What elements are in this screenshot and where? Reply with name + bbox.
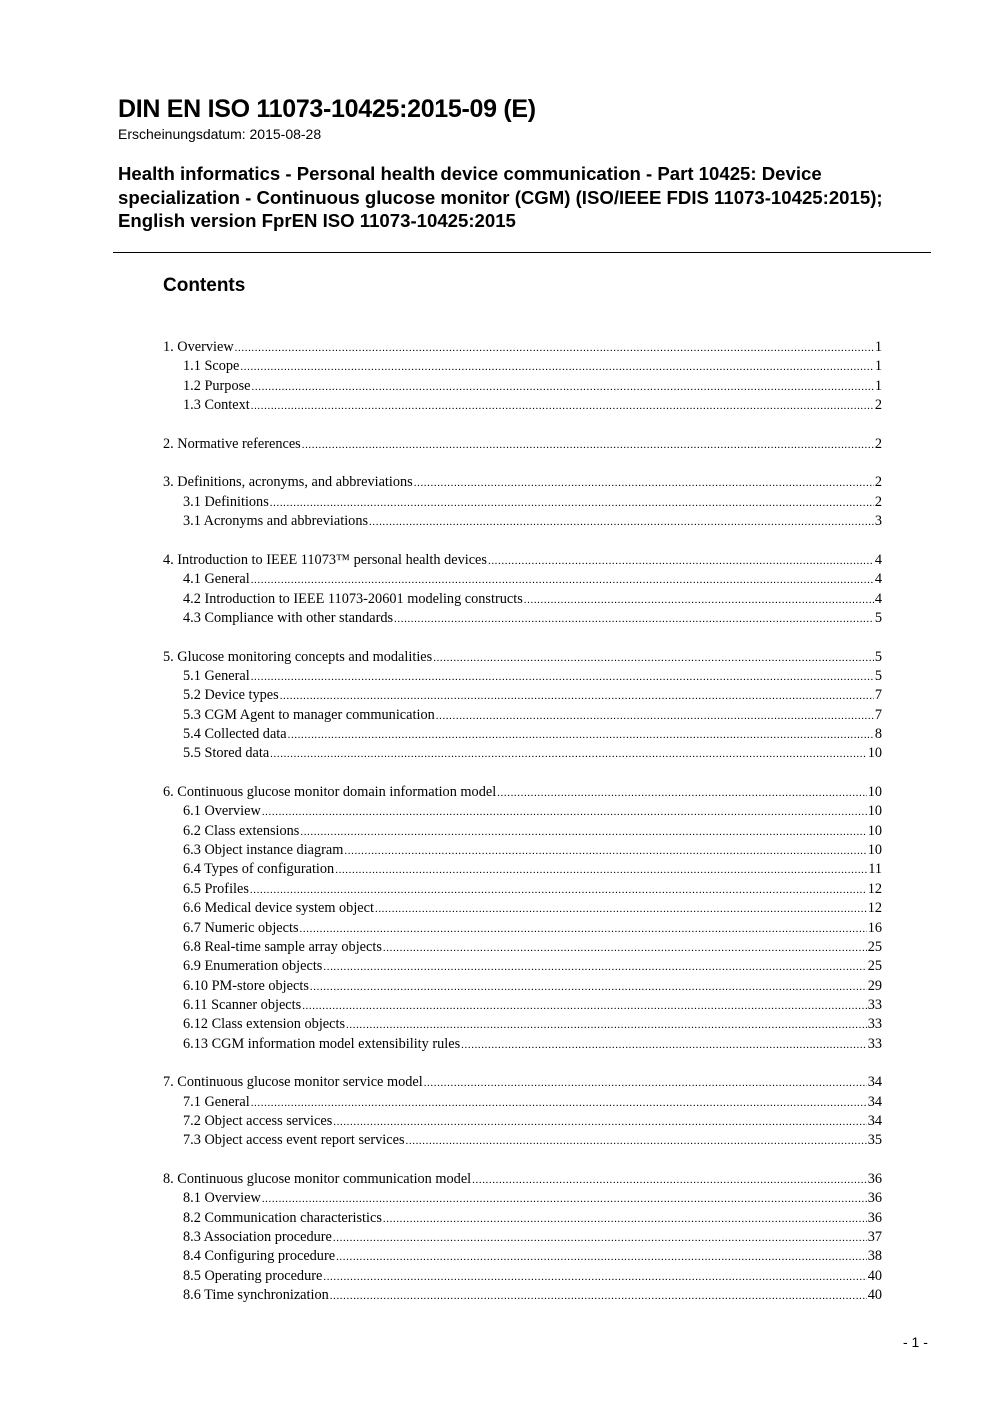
toc-dot-leader: [302, 997, 867, 1016]
toc-entry-page: 3: [874, 513, 882, 529]
toc-dot-leader: [270, 494, 874, 513]
toc-dot-leader: [330, 1287, 867, 1306]
toc-entry-label: 5.1 General: [183, 668, 250, 684]
toc-entry-label: 6.8 Real-time sample array objects: [183, 939, 382, 955]
toc-entry-label: 6.13 CGM information model extensibility rules: [183, 1036, 461, 1052]
toc-entry-label: 1.2 Purpose: [183, 378, 251, 394]
toc-entry[interactable]: [183, 1267, 882, 1286]
toc-entry[interactable]: [183, 860, 882, 879]
toc-entry-label: 6.4 Types of configuration: [183, 861, 335, 877]
toc-entry[interactable]: [183, 1093, 882, 1112]
toc-entry-label: 6. Continuous glucose monitor domain information model: [163, 784, 497, 800]
toc-entry-page: 25: [867, 939, 882, 955]
toc-entry-label: 4. Introduction to IEEE 11073™ personal health devices: [163, 552, 487, 568]
toc-entry-page: 2: [874, 494, 882, 510]
toc-entry-page: 34: [867, 1113, 882, 1129]
toc-entry[interactable]: [183, 996, 882, 1015]
toc-dot-leader: [288, 726, 874, 745]
toc-entry-page: 5: [874, 668, 882, 684]
toc-dot-leader: [433, 649, 874, 668]
toc-entry[interactable]: [183, 899, 882, 918]
toc-entry-label: 8. Continuous glucose monitor communication model: [163, 1171, 472, 1187]
toc-entry-page: 10: [867, 745, 882, 761]
toc-entry-label: 4.1 General: [183, 571, 250, 587]
document-number: DIN EN ISO 11073-10425:2015-09 (E): [118, 95, 536, 123]
toc-entry-label: 3.1 Acronyms and abbreviations: [183, 513, 369, 529]
toc-entry-label: 1.1 Scope: [183, 358, 240, 374]
toc-entry-page: 37: [867, 1229, 882, 1245]
toc-entry[interactable]: [183, 570, 882, 589]
toc-dot-leader: [251, 397, 874, 416]
toc-entry[interactable]: [163, 473, 882, 492]
toc-entry[interactable]: [183, 1112, 882, 1131]
toc-dot-leader: [369, 513, 874, 532]
toc-entry-page: 4: [874, 552, 882, 568]
toc-dot-leader: [344, 842, 866, 861]
toc-entry[interactable]: [183, 1209, 882, 1228]
toc-entry[interactable]: [163, 648, 882, 667]
toc-entry-label: 6.10 PM-store objects: [183, 978, 309, 994]
toc-entry-page: 10: [867, 842, 882, 858]
toc-entry[interactable]: [163, 338, 882, 357]
toc-dot-leader: [323, 1268, 866, 1287]
toc-dot-leader: [270, 745, 867, 764]
toc-dot-leader: [310, 978, 867, 997]
toc-entry[interactable]: [183, 822, 882, 841]
toc-entry[interactable]: [183, 841, 882, 860]
toc-entry-page: 1: [874, 378, 882, 394]
toc-dot-leader: [414, 474, 874, 493]
document-title: Health informatics - Personal health device communication - Part 10425: Device specialization - Continuous glucose monitor (CGM) (ISO/IEEE FDIS 11073-10425:2015); English version FprEN ISO 11073-10425:2015: [118, 163, 883, 231]
toc-dot-leader: [300, 920, 867, 939]
toc-entry[interactable]: [183, 377, 882, 396]
toc-dot-leader: [406, 1132, 867, 1151]
toc-entry-label: 6.11 Scanner objects: [183, 997, 302, 1013]
toc-dot-leader: [383, 939, 867, 958]
toc-entry-page: 38: [867, 1248, 882, 1264]
toc-entry-label: 7.2 Object access services: [183, 1113, 333, 1129]
toc-entry-page: 33: [867, 1036, 882, 1052]
toc-entry-page: 40: [867, 1268, 882, 1284]
toc-dot-leader: [251, 1094, 867, 1113]
toc-entry[interactable]: [163, 551, 882, 570]
toc-dot-leader: [300, 823, 866, 842]
toc-entry-label: 2. Normative references: [163, 436, 301, 452]
toc-entry-page: 8: [874, 726, 882, 742]
toc-entry-label: 7. Continuous glucose monitor service model: [163, 1074, 423, 1090]
toc-entry-page: 7: [874, 687, 882, 703]
toc-entry-page: 5: [874, 649, 882, 665]
toc-dot-leader: [383, 1210, 867, 1229]
toc-entry-page: 16: [867, 920, 882, 936]
toc-entry-label: 4.2 Introduction to IEEE 11073-20601 modeling constructs: [183, 591, 523, 607]
toc-entry[interactable]: [183, 357, 882, 376]
toc-entry-label: 6.3 Object instance diagram: [183, 842, 344, 858]
toc-dot-leader: [394, 610, 874, 629]
toc-entry-label: 6.2 Class extensions: [183, 823, 300, 839]
toc-entry-label: 8.6 Time synchronization: [183, 1287, 329, 1303]
toc-entry[interactable]: [183, 1228, 882, 1247]
toc-entry[interactable]: [183, 686, 882, 705]
toc-entry[interactable]: [183, 957, 882, 976]
toc-dot-leader: [323, 958, 866, 977]
toc-dot-leader: [251, 571, 874, 590]
toc-dot-leader: [252, 378, 874, 397]
page-number: - 1 -: [903, 1334, 928, 1350]
toc-entry-page: 4: [874, 571, 882, 587]
toc-entry[interactable]: [183, 1189, 882, 1208]
toc-entry-page: 1: [874, 339, 882, 355]
toc-entry-label: 5.2 Device types: [183, 687, 279, 703]
toc-entry[interactable]: [183, 493, 882, 512]
toc-entry-page: 2: [874, 436, 882, 452]
toc-entry-page: 40: [867, 1287, 882, 1303]
toc-entry-page: 12: [867, 881, 882, 897]
toc-entry-page: 10: [867, 803, 882, 819]
toc-entry-label: 6.1 Overview: [183, 803, 261, 819]
toc-entry[interactable]: [183, 938, 882, 957]
toc-entry-page: 12: [867, 900, 882, 916]
toc-entry-label: 6.7 Numeric objects: [183, 920, 299, 936]
toc-dot-leader: [335, 861, 867, 880]
toc-entry-label: 8.1 Overview: [183, 1190, 261, 1206]
toc-entry-label: 4.3 Compliance with other standards: [183, 610, 394, 626]
toc-entry-page: 36: [867, 1171, 882, 1187]
toc-entry-label: 5. Glucose monitoring concepts and modalities: [163, 649, 433, 665]
toc-entry[interactable]: [183, 1247, 882, 1266]
toc-dot-leader: [333, 1113, 866, 1132]
toc-dot-leader: [424, 1074, 867, 1093]
toc-dot-leader: [262, 1190, 867, 1209]
toc-entry-label: 1.3 Context: [183, 397, 250, 413]
toc-entry-page: 1: [874, 358, 882, 374]
toc-dot-leader: [524, 591, 874, 610]
toc-entry[interactable]: [183, 1286, 882, 1305]
toc-entry-page: 29: [867, 978, 882, 994]
toc-entry-page: 34: [867, 1094, 882, 1110]
toc-dot-leader: [346, 1016, 867, 1035]
toc-entry-label: 6.6 Medical device system object: [183, 900, 374, 916]
toc-entry-label: 3.1 Definitions: [183, 494, 269, 510]
toc-dot-leader: [336, 1248, 867, 1267]
toc-entry[interactable]: [163, 435, 882, 454]
toc-entry[interactable]: [163, 1170, 882, 1189]
toc-entry-label: 8.5 Operating procedure: [183, 1268, 323, 1284]
toc-entry[interactable]: [163, 1073, 882, 1092]
toc-entry-label: 7.3 Object access event report services: [183, 1132, 405, 1148]
toc-entry[interactable]: [183, 512, 882, 531]
toc-entry-label: 5.5 Stored data: [183, 745, 270, 761]
toc-entry-label: 3. Definitions, acronyms, and abbreviations: [163, 474, 413, 490]
toc-dot-leader: [302, 436, 874, 455]
toc-entry-label: 6.12 Class extension objects: [183, 1016, 346, 1032]
toc-entry-page: 36: [867, 1210, 882, 1226]
toc-dot-leader: [251, 668, 874, 687]
toc-dot-leader: [240, 358, 873, 377]
toc-entry-page: 2: [874, 397, 882, 413]
toc-entry[interactable]: [163, 783, 882, 802]
toc-entry-label: 6.9 Enumeration objects: [183, 958, 323, 974]
toc-dot-leader: [235, 339, 874, 358]
toc-dot-leader: [461, 1036, 867, 1055]
toc-dot-leader: [280, 687, 874, 706]
toc-entry-page: 33: [867, 1016, 882, 1032]
toc-entry-label: 5.3 CGM Agent to manager communication: [183, 707, 435, 723]
toc-entry-page: 36: [867, 1190, 882, 1206]
toc-entry-label: 8.2 Communication characteristics: [183, 1210, 382, 1226]
toc-entry[interactable]: [183, 1035, 882, 1054]
toc-entry-label: 5.4 Collected data: [183, 726, 287, 742]
publication-date: Erscheinungsdatum: 2015-08-28: [118, 126, 322, 142]
toc-entry-page: 7: [874, 707, 882, 723]
toc-dot-leader: [250, 881, 867, 900]
toc-entry-page: 10: [867, 823, 882, 839]
toc-entry-page: 35: [867, 1132, 882, 1148]
toc-entry[interactable]: [183, 802, 882, 821]
toc-entry-page: 11: [868, 861, 882, 877]
contents-heading: Contents: [163, 275, 246, 296]
toc-entry[interactable]: [183, 396, 882, 415]
toc-entry-page: 2: [874, 474, 882, 490]
toc-entry[interactable]: [183, 667, 882, 686]
toc-entry[interactable]: [183, 1015, 882, 1034]
toc-entry-page: 25: [867, 958, 882, 974]
toc-entry[interactable]: [183, 744, 882, 763]
toc-dot-leader: [262, 803, 867, 822]
toc-entry-page: 5: [874, 610, 882, 626]
toc-entry[interactable]: [183, 919, 882, 938]
toc-dot-leader: [333, 1229, 867, 1248]
toc-entry[interactable]: [183, 725, 882, 744]
toc-entry[interactable]: [183, 977, 882, 996]
toc-entry[interactable]: [183, 609, 882, 628]
toc-entry-label: 7.1 General: [183, 1094, 250, 1110]
toc-entry-page: 10: [867, 784, 882, 800]
toc-entry-label: 8.4 Configuring procedure: [183, 1248, 336, 1264]
toc-entry-label: 1. Overview: [163, 339, 234, 355]
toc-entry[interactable]: [183, 590, 882, 609]
toc-entry[interactable]: [183, 1131, 882, 1150]
toc-dot-leader: [497, 784, 867, 803]
toc-entry-label: 8.3 Association procedure: [183, 1229, 332, 1245]
toc-entry[interactable]: [183, 706, 882, 725]
toc-entry-page: 4: [874, 591, 882, 607]
toc-entry-label: 6.5 Profiles: [183, 881, 249, 897]
toc-dot-leader: [436, 707, 874, 726]
toc-entry-page: 33: [867, 997, 882, 1013]
toc-dot-leader: [488, 552, 874, 571]
toc-entry[interactable]: [183, 880, 882, 899]
toc-dot-leader: [472, 1171, 867, 1190]
toc-entry-page: 34: [867, 1074, 882, 1090]
toc-dot-leader: [375, 900, 867, 919]
